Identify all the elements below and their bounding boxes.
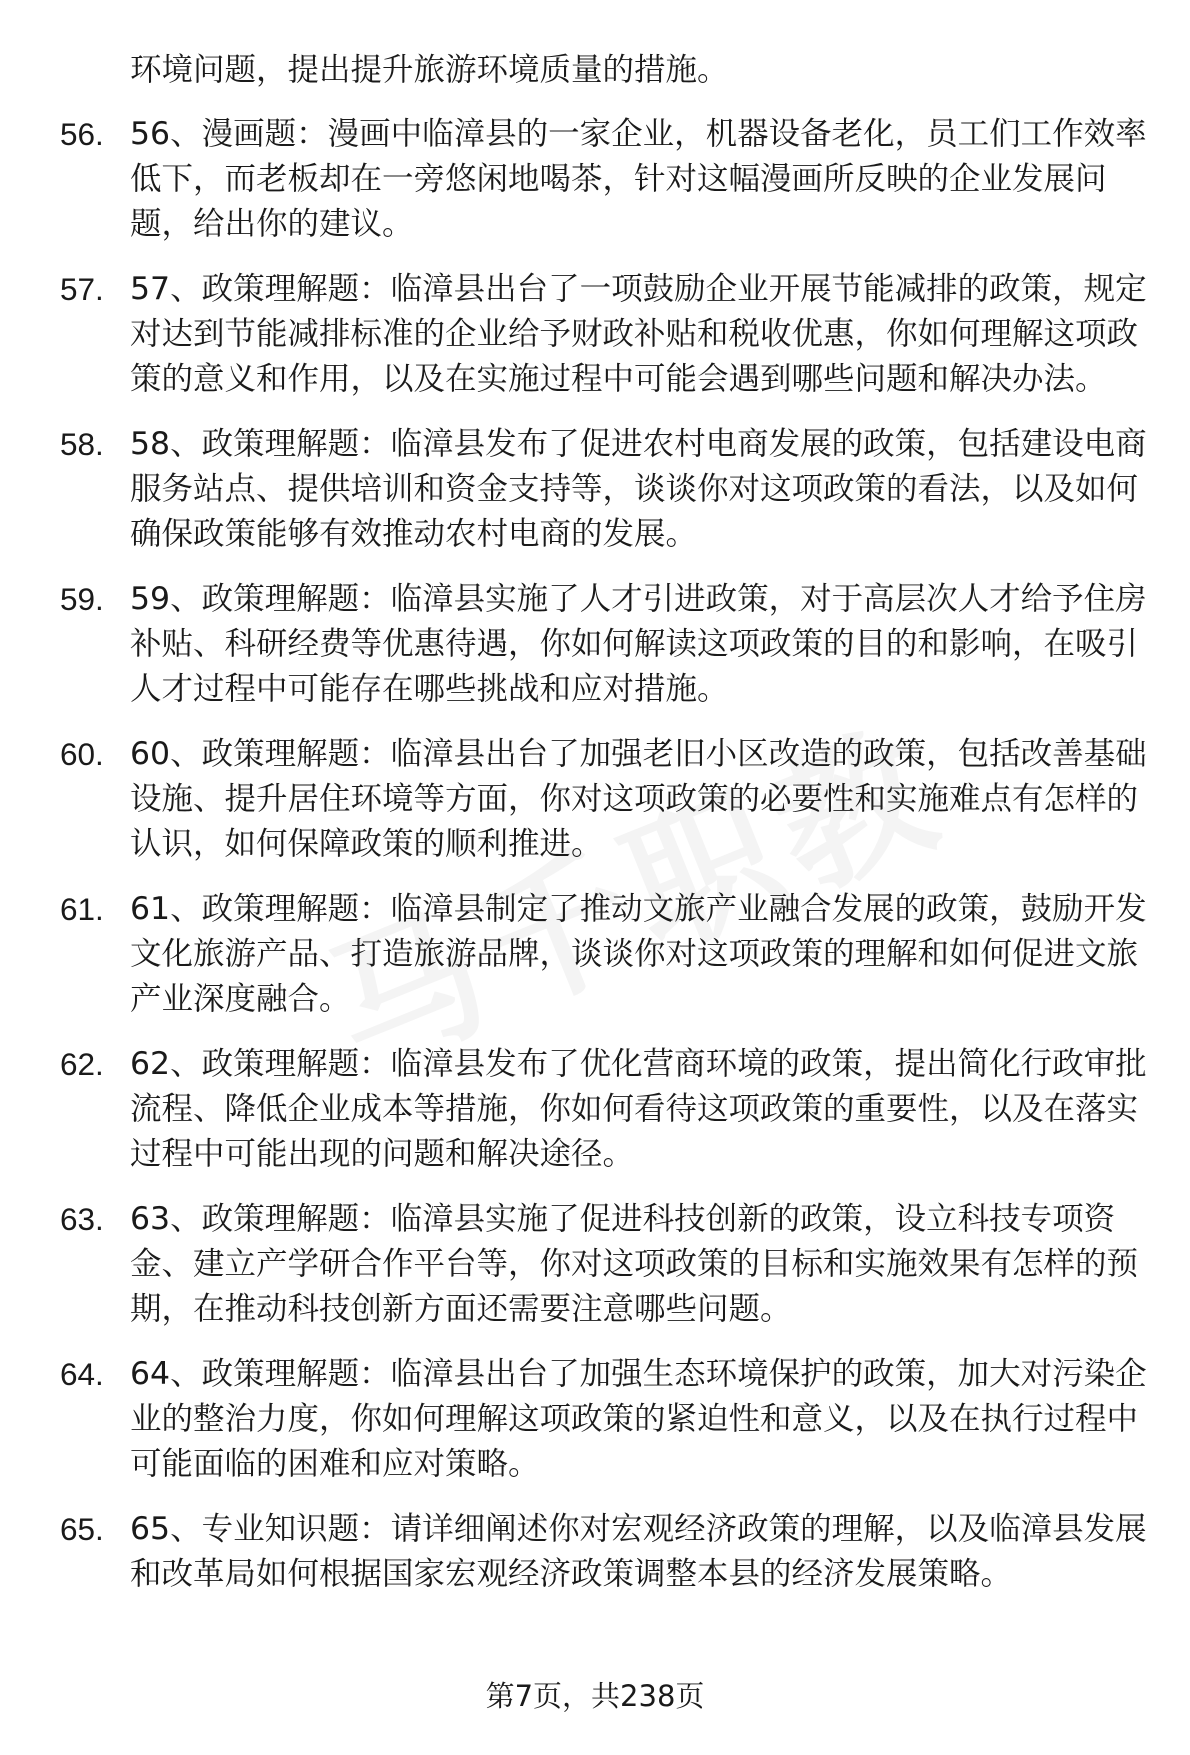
question-number: 59. [60, 581, 104, 617]
question-item-57 [0, 267, 1150, 402]
question-number: 61. [60, 891, 104, 927]
question-text: 58、政策理解题：临漳县发布了促进农村电商发展的政策，包括建设电商服务站点、提供培训和资金支持等，谈谈你对这项政策的看法，以及如何确保政策能够有效推动农村电商的发展。 [130, 426, 1147, 552]
question-number: 65. [60, 1511, 104, 1547]
question-number: 58. [60, 426, 104, 462]
question-text: 60、政策理解题：临漳县出台了加强老旧小区改造的政策，包括改善基础设施、提升居住环境等方面，你对这项政策的必要性和实施难点有怎样的认识，如何保障政策的顺利推进。 [130, 736, 1147, 862]
question-text: 59、政策理解题：临漳县实施了人才引进政策，对于高层次人才给予住房补贴、科研经费等优惠待遇，你如何解读这项政策的目的和影响，在吸引人才过程中可能存在哪些挑战和应对措施。 [130, 581, 1147, 707]
question-text: 57、政策理解题：临漳县出台了一项鼓励企业开展节能减排的政策，规定对达到节能减排标准的企业给予财政补贴和税收优惠，你如何理解这项政策的意义和作用，以及在实施过程中可能会遇到哪些问题和解决办法。 [130, 271, 1147, 397]
question-item-58 [0, 422, 1150, 557]
question-item-62 [0, 1042, 1150, 1177]
question-text: 62、政策理解题：临漳县发布了优化营商环境的政策，提出简化行政审批流程、降低企业成本等措施，你如何看待这项政策的重要性，以及在落实过程中可能出现的问题和解决途径。 [130, 1046, 1147, 1172]
question-text: 65、专业知识题：请详细阐述你对宏观经济政策的理解，以及临漳县发展和改革局如何根据国家宏观经济政策调整本县的经济发展策略。 [130, 1511, 1147, 1592]
question-item-56 [0, 112, 1150, 247]
question-number: 62. [60, 1046, 104, 1082]
page-footer: 第7页，共238页 [485, 1679, 705, 1713]
continuation-text: 环境问题，提出提升旅游环境质量的措施。 [130, 52, 729, 88]
question-item-63 [0, 1197, 1150, 1332]
question-number: 60. [60, 736, 104, 772]
question-number: 64. [60, 1356, 104, 1392]
question-text: 56、漫画题：漫画中临漳县的一家企业，机器设备老化，员工们工作效率低下，而老板却在一旁悠闲地喝茶，针对这幅漫画所反映的企业发展问题，给出你的建议。 [130, 116, 1147, 242]
question-text: 61、政策理解题：临漳县制定了推动文旅产业融合发展的政策，鼓励开发文化旅游产品、打造旅游品牌，谈谈你对这项政策的理解和如何促进文旅产业深度融合。 [130, 891, 1147, 1017]
question-item-65 [0, 1507, 1150, 1597]
question-number: 63. [60, 1201, 104, 1237]
question-text: 64、政策理解题：临漳县出台了加强生态环境保护的政策，加大对污染企业的整治力度，你如何理解这项政策的紧迫性和意义，以及在执行过程中可能面临的困难和应对策略。 [130, 1356, 1147, 1482]
question-item-64 [0, 1352, 1150, 1487]
question-item-61 [0, 887, 1150, 1022]
question-list [0, 112, 1190, 1617]
question-number: 56. [60, 116, 104, 152]
question-item-59 [0, 577, 1150, 712]
question-item-60 [0, 732, 1150, 867]
question-number: 57. [60, 271, 104, 307]
question-text: 63、政策理解题：临漳县实施了促进科技创新的政策，设立科技专项资金、建立产学研合作平台等，你对这项政策的目标和实施效果有怎样的预期，在推动科技创新方面还需要注意哪些问题。 [130, 1201, 1139, 1327]
